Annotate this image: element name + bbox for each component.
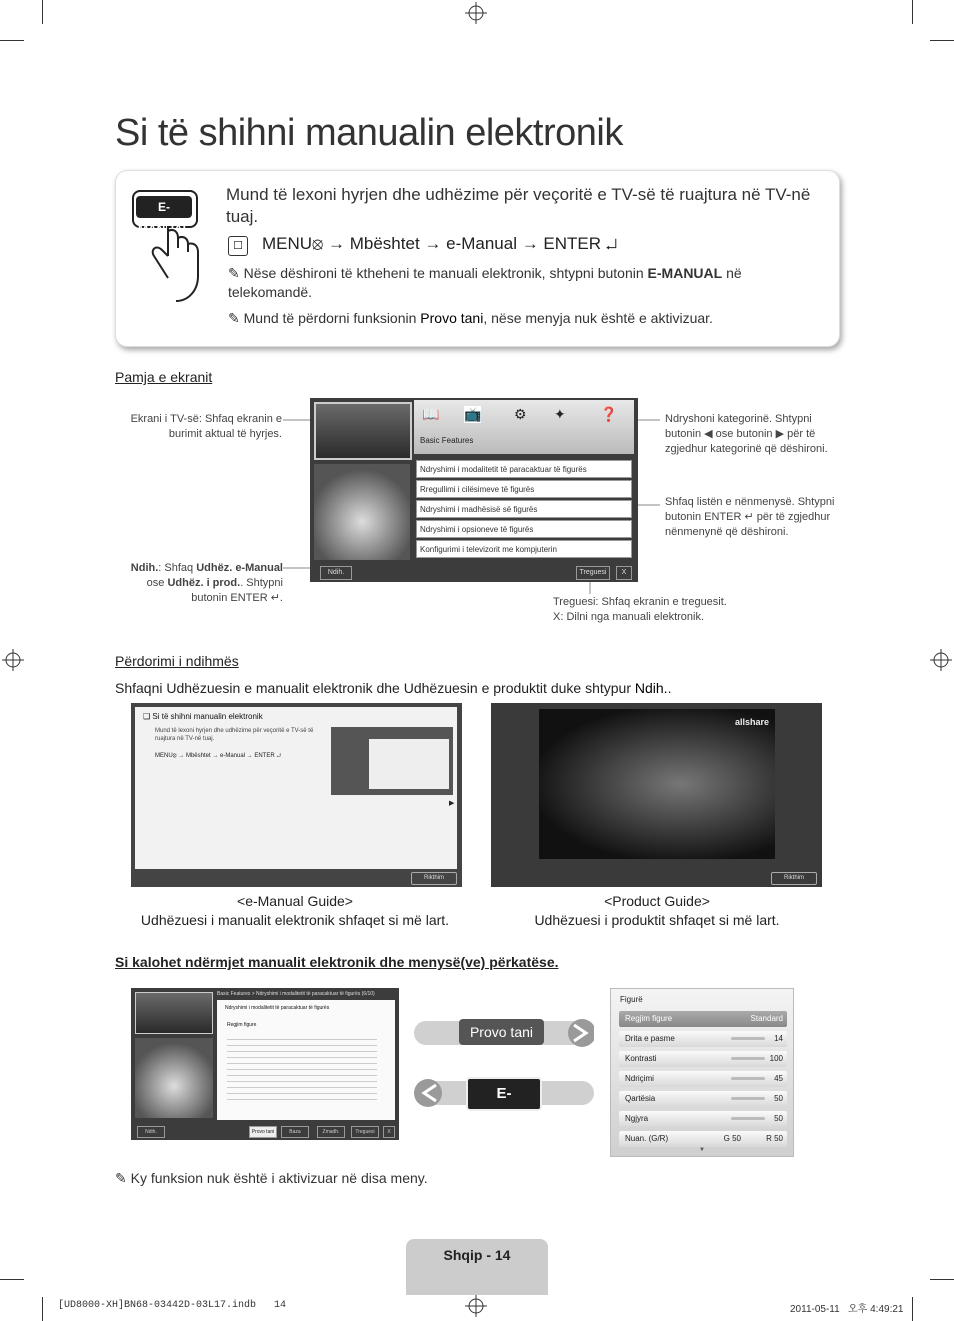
- footer-button[interactable]: Ndih.: [137, 1126, 165, 1138]
- note-3: [115, 1169, 428, 1188]
- guide-body: Mund të lexoni hyrjen dhe udhëzime për veçoritë e TV-së të ruajtura në TV-në tuaj.: [155, 728, 314, 742]
- help-text-plain: .: [667, 680, 672, 696]
- setting-value: 50: [774, 1114, 783, 1123]
- doc-page: [217, 1000, 395, 1120]
- setting-slider: [731, 1117, 765, 1120]
- help-text-bold: Ndih.: [634, 680, 668, 696]
- doc-lines: [227, 1034, 377, 1104]
- label-bold: Udhëz. i prod.: [167, 577, 241, 589]
- note-bold: E-MANUAL: [647, 265, 723, 281]
- guide-mini-screen: [331, 727, 453, 795]
- pencil-icon: ✎: [228, 310, 240, 326]
- emanual-guide-screen: [131, 703, 462, 887]
- setting-value: Standard: [750, 1014, 783, 1023]
- intro-text: Mund të lexoni hyrjen dhe udhëzime për veçoritë e TV-së të ruajtura në TV-në tuaj.: [226, 185, 811, 226]
- label-text: ose: [146, 577, 168, 589]
- settings-title: Figurë: [620, 995, 643, 1004]
- doc-title: Ndryshimi i modalitetit të paracaktuar të figurës: [225, 1005, 330, 1011]
- network-icon: ✦: [554, 406, 566, 422]
- picture-settings-panel: [610, 988, 794, 1157]
- emanual-screen: [310, 398, 638, 582]
- label-submenu: Shfaq listën e nënmenysë. Shtypni butonin ENTER ↵ për të zgjedhur nënmenynë që dëshironi.: [665, 496, 835, 538]
- setting-value: 45: [774, 1074, 783, 1083]
- footer-button[interactable]: Zmadh.: [317, 1126, 345, 1138]
- close-button[interactable]: X: [616, 566, 632, 580]
- page-title: Si të shihni manualin elektronik: [115, 112, 623, 154]
- submenu-list: [416, 460, 632, 560]
- setting-label: Qartësia: [625, 1094, 656, 1103]
- menu-item[interactable]: Konfigurimi i televizorit me kompjuterin: [416, 540, 632, 558]
- back-button[interactable]: Rikthim: [411, 872, 457, 885]
- tv-3d-graphic: [135, 1038, 213, 1118]
- emanual-badge-label: E-MANUAL: [136, 196, 192, 218]
- setting-label: Kontrasti: [625, 1054, 657, 1063]
- caption-text: Udhëzuesi i manualit elektronik shfaqet si më lart.: [140, 912, 450, 928]
- setting-label: Ngjyra: [625, 1114, 649, 1123]
- note-text: Ky funksion nuk është i aktivizuar në disa meny.: [130, 1170, 428, 1186]
- setting-label: Regjim figure: [625, 1014, 673, 1023]
- menu-item[interactable]: Ndryshimi i opsioneve të figurës: [416, 520, 632, 538]
- menu-icon: ☐: [228, 236, 248, 256]
- setting-label: Nuan. (G/R): [625, 1134, 669, 1143]
- tv-source-preview: [314, 402, 412, 460]
- setting-slider: [731, 1097, 765, 1100]
- note-text: Nëse dëshironi të ktheheni te manuali elektronik, shtypni butonin: [243, 265, 648, 281]
- guide-menu: MENU⦻ → Mbështet → e-Manual → ENTER ↵: [155, 753, 281, 759]
- footer-button[interactable]: X: [383, 1126, 395, 1138]
- crop-mark: [930, 1279, 954, 1280]
- tv-icon: 📺: [464, 406, 482, 422]
- setting-row[interactable]: [619, 1131, 787, 1147]
- label-text: . Shtypni butonin ENTER ↵.: [191, 577, 283, 604]
- caption-title: <Product Guide>: [604, 893, 710, 909]
- setting-value: R 50: [766, 1134, 783, 1143]
- setting-slider: [731, 1057, 765, 1060]
- label-text: : Dilni nga manuali elektronik.: [560, 611, 705, 623]
- menu-path: MENU⦻ → Mbështet → e-Manual → ENTER ↵: [262, 234, 617, 253]
- page-number: Shqip - 14: [443, 1247, 511, 1263]
- setting-row[interactable]: [619, 1051, 787, 1067]
- emanual-button[interactable]: E-MANUAL: [466, 1077, 542, 1111]
- category-bar: [414, 400, 634, 454]
- setting-label: Drita e pasme: [625, 1034, 675, 1043]
- note-bold: Provo tani: [420, 310, 484, 326]
- back-button[interactable]: Rikthim: [771, 872, 817, 885]
- setting-row[interactable]: [619, 1031, 787, 1047]
- help-text: [115, 680, 671, 696]
- label-bold: Ndih.: [130, 562, 159, 574]
- section-heading: Si kalohet ndërmjet manualit elektronik dhe menysë(ve) përkatëse.: [115, 954, 559, 970]
- help-icon: ❓: [600, 406, 618, 422]
- setting-slider: [731, 1037, 765, 1040]
- pencil-icon: ✎: [115, 1170, 127, 1186]
- setting-row[interactable]: [619, 1071, 787, 1087]
- crop-mark: [0, 1279, 24, 1280]
- setting-value: 50: [774, 1094, 783, 1103]
- label-tv-screen: Ekrani i TV-së: Shfaq ekranin e burimit aktual të hyrjes.: [130, 413, 282, 440]
- label-bold: Treguesi: [553, 596, 596, 608]
- help-text-plain: Shfaqni Udhëzuesin e manualit elektronik dhe Udhëzuesin e produktit duke shtypur: [115, 680, 635, 696]
- caption-title: <e-Manual Guide>: [237, 893, 353, 909]
- product-guide-screen: [491, 703, 822, 887]
- crop-mark: [42, 1297, 43, 1321]
- footer-button[interactable]: Provo tani: [249, 1126, 277, 1138]
- setting-row[interactable]: [619, 1111, 787, 1127]
- caption-product-guide: [477, 893, 837, 928]
- setting-value: G 50: [723, 1134, 741, 1143]
- registration-mark-icon: [465, 1295, 487, 1317]
- setting-slider: [731, 1077, 765, 1080]
- mini-menu: [369, 739, 449, 789]
- setting-label: Ndriçimi: [625, 1074, 654, 1083]
- note-text: në telekomandë.: [228, 265, 742, 300]
- guide-page: [135, 707, 457, 869]
- file-info: [UD8000-XH]BN68-03442D-03L17.indb 14: [58, 1300, 287, 1311]
- label-category: Ndryshoni kategorinë. Shtypni butonin ◀ ose butonin ▶ për të zgjedhur kategorinë që dëshironi.: [665, 413, 828, 455]
- caption-emanual-guide: [115, 893, 475, 928]
- product-image: [539, 709, 775, 859]
- date-info: 2011-05-11 오후 4:49:21: [790, 1304, 904, 1315]
- note-text: Mund të përdorni funksionin: [243, 310, 421, 326]
- setting-row[interactable]: [619, 1011, 787, 1027]
- footer-button[interactable]: Baza: [281, 1126, 309, 1138]
- label-bold: Udhëz. e-Manual: [196, 562, 283, 574]
- try-now-button[interactable]: Provo tani: [459, 1019, 544, 1045]
- pencil-icon: ✎: [228, 265, 240, 281]
- crop-mark: [912, 1297, 913, 1321]
- label-bold: X: [553, 611, 561, 623]
- guide-title: ❑ Si të shihni manualin elektronik: [143, 712, 263, 721]
- index-button[interactable]: Treguesi: [576, 566, 610, 580]
- label-text: : Shfaq ekranin e treguesit.: [595, 596, 727, 608]
- emanual-doc-screen: [131, 988, 399, 1140]
- section-heading: Përdorimi i ndihmës: [115, 653, 239, 669]
- guide-title-text: Si të shihni manualin elektronik: [152, 712, 263, 721]
- help-button[interactable]: Ndih.: [320, 566, 352, 580]
- section-heading: Pamja e ekranit: [115, 369, 213, 385]
- menu-item[interactable]: Ndryshimi i modalitetit të paracaktuar të figurës: [416, 460, 632, 478]
- caption-text: Udhëzuesi i produktit shfaqet si më lart.: [534, 912, 780, 928]
- tv-3d-graphic: [314, 464, 410, 560]
- setting-value: 14: [774, 1034, 783, 1043]
- category-label: Basic Features: [420, 436, 474, 445]
- tv-source-preview: [135, 992, 213, 1034]
- setting-row[interactable]: [619, 1091, 787, 1107]
- book-icon: 📖: [422, 406, 440, 422]
- play-icon: ▶: [449, 800, 455, 807]
- doc-item: Regjim figure: [227, 1022, 257, 1028]
- chevron-down-icon: ▼: [699, 1147, 705, 1153]
- setting-value: 100: [769, 1054, 783, 1063]
- menu-item[interactable]: Rregullimi i cilësimeve të figurës: [416, 480, 632, 498]
- menu-item[interactable]: Ndryshimi i madhësisë së figurës: [416, 500, 632, 518]
- note-text: , nëse menyja nuk është e aktivizuar.: [483, 310, 713, 326]
- footer-button[interactable]: Treguesi: [351, 1126, 379, 1138]
- breadcrumb: Basic Features > Ndryshimi i modalitetit të paracaktuar të figurës (6/10): [217, 991, 375, 997]
- allshare-logo: allshare: [734, 717, 769, 727]
- settings-icon: ⚙: [514, 406, 527, 422]
- label-text: : Shfaq: [158, 562, 197, 574]
